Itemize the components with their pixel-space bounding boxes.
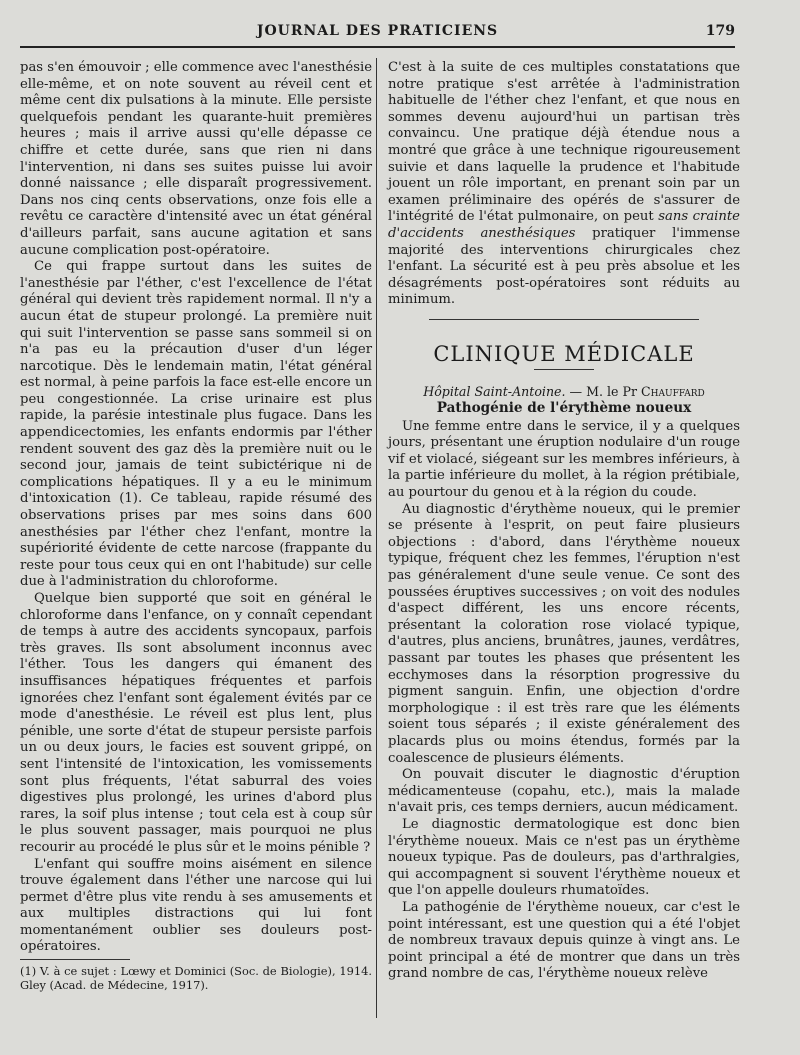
source-separator: — M. le Pr <box>565 383 641 399</box>
article-title: Pathogénie de l'érythème noueux <box>436 400 692 417</box>
header-rule <box>20 46 735 48</box>
running-header <box>20 20 735 44</box>
intro-italic: sans crainte d'accidents anesthésiques <box>388 209 740 241</box>
footnote-rule <box>20 959 130 960</box>
footnote: (1) V. à ce sujet : Lœwy et Dominici (Soc. de Biologie), 1914. Gley (Acad. de Médecine, 1917). <box>20 964 372 993</box>
journal-title: JOURNAL DES PRATICIENS <box>256 23 499 39</box>
body-paragraph: On pouvait discuter le diagnostic d'éruption médicamenteuse (copahu, etc.), mais la malade n'avait pris, ces temps derniers, aucun médicament. <box>388 767 740 816</box>
page-number: 179 <box>705 23 735 39</box>
section-heading: CLINIQUE MÉDICALE <box>433 341 695 366</box>
body-paragraph: pas s'en émouvoir ; elle commence avec l'anesthésie elle-même, et on note souvent au réveil cent et même cent dix pulsations à la minute. Elle persiste quelquefois pendant les quarante-huit premières heures ; mais il arrive aussi qu'elle dépasse ce chiffre et cette durée, sans que rien ni dans l'intervention, ni dans ses suites puisse lui avoir donné naissance ; elle disparaît progressivement. Dans nos cinq cents observations, onze fois elle a revêtu ce caractère d'intensité avec un état général d'ailleurs parfait, sans aucune agitation et sans aucune complication post-opératoire. <box>20 60 372 258</box>
body-paragraph: Le diagnostic dermatologique est donc bien l'érythème noueux. Mais ce n'est pas un érythème noueux typique. Pas de douleurs, pas d'arthralgies, qui accompagnent si souvent l'érythème noueux et que l'on appelle douleurs rhumatoïdes. <box>388 816 740 899</box>
body-paragraph: Quelque bien supporté que soit en général le chloroforme dans l'enfance, on y connaît cependant de temps à autre des accidents syncopaux, parfois très graves. Ils sont absolument inconnus avec l'éther. Tous les dangers qui émanent des insuffisances hépatiques fréquentes et parfois ignorées chez l'enfant sont également évités par ce mode d'anesthésie. Le réveil est plus lent, plus pénible, une sorte d'état de stupeur persiste parfois un ou deux jours, le facies est souvent grippé, on sent l'intensité de l'intoxication, les vomissements sont plus fréquents, l'état saburral des voies digestives plus prolongé, les urines d'abord plus rares, la soif plus intense ; tout cela est à coup sûr le plus souvent passager, mais pourquoi ne plus recourir au procédé le plus sûr et le moins pénible ? <box>20 591 372 855</box>
author-name: Chauffard <box>641 383 705 399</box>
intro-paragraph <box>388 60 740 309</box>
source-line <box>388 384 740 401</box>
body-paragraph: Une femme entre dans le service, il y a quelques jours, présentant une éruption nodulaire d'un rouge vif et violacé, siégeant sur les membres inférieurs, à la partie inférieure du mollet, à la région prétibiale, au pourtour du genou et à la région du coude. <box>388 418 740 501</box>
column-divider <box>376 58 377 1018</box>
hospital-name: Hôpital Saint-Antoine. <box>423 383 566 399</box>
intro-text-b: pratiquer l'immense majorité des interventions chirurgicales chez l'enfant. La sécurité est à peu près absolue et les désagréments post-opératoires sont réduits au minimum. <box>388 225 741 308</box>
body-paragraph: Ce qui frappe surtout dans les suites de l'anesthésie par l'éther, c'est l'excellence de l'état général qui devient très rapidement normal. Il n'y a aucun état de stupeur prolongé. La première nuit qui suit l'intervention se passe sans sommeil si on n'a pas eu la précaution d'user d'un léger narcotique. Dès le lendemain matin, l'état général est normal, à peine parfois la face est-elle encore un peu congestionnée. La crise urinaire est plus rapide, la parésie intestinale plus fugace. Dans les appendicectomies, les enfants endormis par l'éther rendent souvent des gaz dès la première nuit ou le second jour, jamais de teint subictérique ni de complications hépatiques. Il y a eu le minimum d'intoxication (1). Ce tableau, rapide résumé des observations prises par mes soins dans 600 anesthésies par l'éther chez l'enfant, montre la supériorité évidente de cette narcose (frappante du reste pour tous ceux qui en ont l'habitude) sur celle due à l'administration du chloroforme. <box>20 259 372 590</box>
intro-text-a: C'est à la suite de ces multiples constatations que notre pratique s'est arrêtée à l'administration habituelle de l'éther chez l'enfant, et que nous en sommes devenu aujourd'hui un partisan très convaincu. Une pratique déjà étendue nous a montré que grâce à une technique rigoureusement suivie et dans laquelle la prudence et l'habitude jouent un rôle important, en prenant soin par un examen préliminaire des opérés de s'assurer de l'intégrité de l'état pulmonaire, on peut <box>388 60 740 225</box>
right-column <box>388 60 740 983</box>
body-paragraph: Au diagnostic d'érythème noueux, qui le premier se présente à l'esprit, on peut faire plusieurs objections : d'abord, dans l'érythème noueux typique, fréquent chez les femmes, l'éruption n'est pas généralement d'une seule venue. Ce sont des poussées éruptives successives ; on voit des nodules d'aspect différent, les uns encore récents, présentant la coloration rose violacé typique, d'autres, plus anciens, brunâtres, jaunes, verdâtres, passant par toutes les phases que présentent les ecchymoses dans la résorption progressive du pigment sanguin. Enfin, une objection d'ordre morphologique : il est très rare que les éléments soient tous séparés ; il existe généralement des placards plus ou moins étendus, formés par la coalescence de plusieurs éléments. <box>388 501 740 766</box>
section-rule <box>534 369 594 370</box>
article-end-rule <box>429 319 699 320</box>
body-paragraph: La pathogénie de l'érythème noueux, car c'est le point intéressant, est une question qui a été l'objet de nombreux travaux depuis quinze à vingt ans. Le point principal a été de montrer que dans un très grand nombre de cas, l'érythème noueux relève <box>388 899 740 982</box>
left-column <box>20 60 372 992</box>
body-paragraph: L'enfant qui souffre moins aisément en silence trouve également dans l'éther une narcose qui lui permet d'être plus vite rendu à ses amusements et aux multiples distractions qui lui font momentanément oublier ses douleurs post-opératoires. <box>20 856 372 955</box>
